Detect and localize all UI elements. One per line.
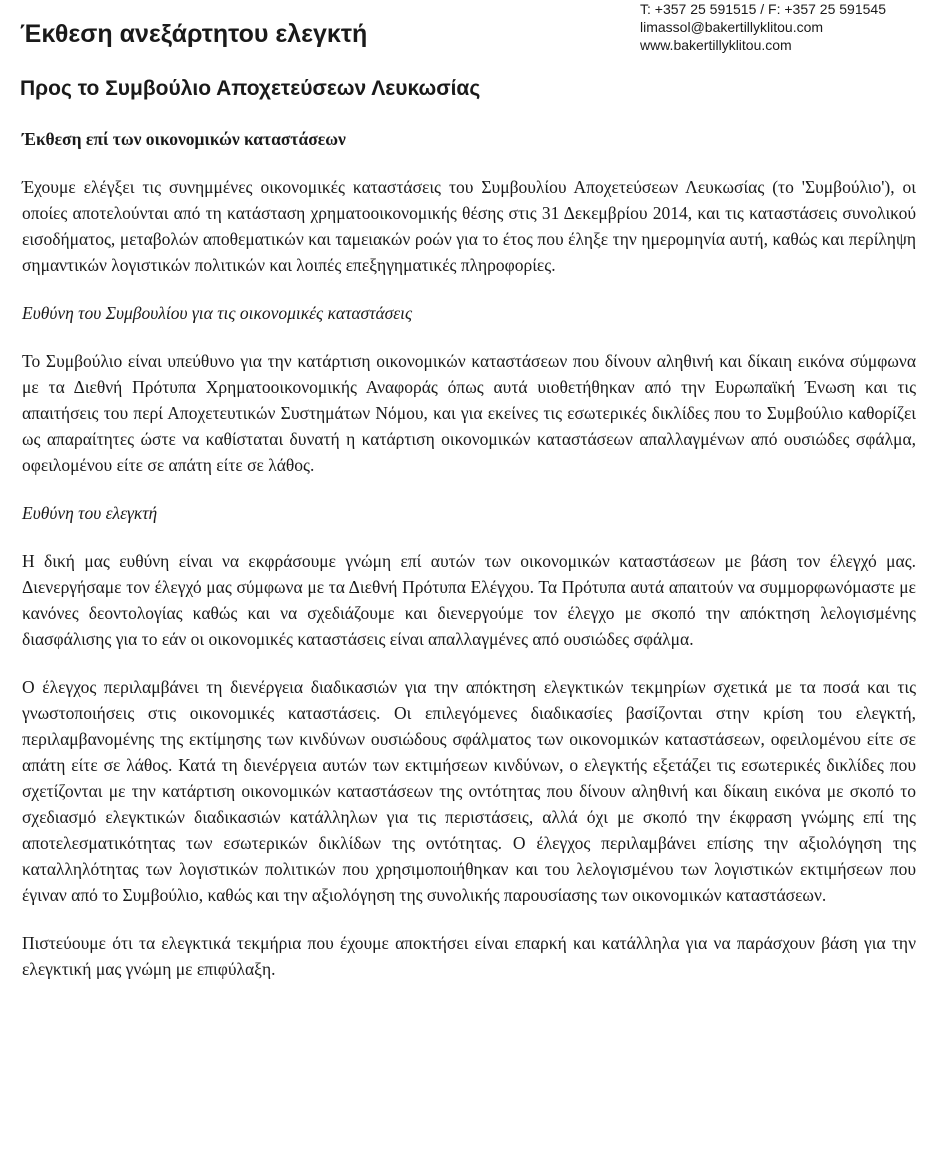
document-title: Έκθεση ανεξάρτητου ελεγκτή [20,20,368,48]
addressee-heading: Προς το Συμβούλιο Αποχετεύσεων Λευκωσίας [20,77,481,100]
section-heading-auditor-responsibility: Ευθύνη του ελεγκτή [22,503,158,523]
contact-block [640,0,941,54]
report-body [22,126,916,1004]
intro-paragraph: Έχουμε ελέγξει τις συνημμένες οικονομικές καταστάσεις του Συμβουλίου Αποχετεύσεων Λευκωσίας (το 'Συμβούλιο'), οι οποίες αποτελούνται από τη κατάσταση χρηματοοικονομικής θέσης στις 31 Δεκεμβρίου 2014, και τις καταστάσεις συνολικού εισοδήματος, μεταβολών αποθεματικών και ταμειακών ροών για το έτος που έληξε την ημερομηνία αυτή, καθώς και περίληψη σημαντικών λογιστικών πολιτικών και λοιπές επεξηγηματικές πληροφορίες. [22,177,916,275]
board-responsibility-paragraph: Το Συμβούλιο είναι υπεύθυνο για την κατάρτιση οικονομικών καταστάσεων που δίνουν αληθινή και δίκαιη εικόνα σύμφωνα με τα Διεθνή Πρότυπα Χρηματοοικονομικής Αναφοράς όπως αυτά υιοθετήθηκαν από την Ευρωπαϊκή Ένωση και τις απαιτήσεις του περί Αποχετευτικών Συστημάτων Νόμου, και για εκείνες τις εσωτερικές δικλίδες που το Συμβούλιο καθορίζει ως απαραίτητες ώστε να καθίσταται δυνατή η κατάρτιση οικονομικών καταστάσεων απαλλαγμένων από ουσιώδες σφάλμα, οφειλομένου είτε σε απάτη είτε σε λάθος. [22,351,916,475]
auditor-responsibility-paragraph-1: Η δική μας ευθύνη είναι να εκφράσουμε γνώμη επί αυτών των οικονομικών καταστάσεων με βάση τον έλεγχό μας. Διενεργήσαμε τον έλεγχό μας σύμφωνα με τα Διεθνή Πρότυπα Ελέγχου. Τα Πρότυπα αυτά απαιτούν να συμμορφωνόμαστε με κανόνες δεοντολογίας καθώς και να σχεδιάζουμε και διενεργούμε τον έλεγχο με σκοπό την απόκτηση λελογισμένης διασφάλισης για το εάν οι οικονομικές καταστάσεις είναι απαλλαγμένες από ουσιώδες σφάλμα. [22,551,916,649]
section-heading-board-responsibility: Ευθύνη του Συμβουλίου για τις οικονομικές καταστάσεις [22,303,413,323]
contact-email: limassol@bakertillyklitou.com [640,19,824,35]
auditor-responsibility-paragraph-3: Πιστεύουμε ότι τα ελεγκτικά τεκμήρια που έχουμε αποκτήσει είναι επαρκή και κατάλληλα για να παράσχουν βάση για την ελεγκτική μας γνώμη με επιφύλαξη. [22,933,916,979]
auditor-responsibility-paragraph-2: Ο έλεγχος περιλαμβάνει τη διενέργεια διαδικασιών για την απόκτηση ελεγκτικών τεκμηρίων σχετικά με τα ποσά και τις γνωστοποιήσεις στις οικονομικές καταστάσεις. Οι επιλεγόμενες διαδικασίες βασίζονται στην κρίση του ελεγκτή, περιλαμβανομένης της εκτίμησης των κινδύνων ουσιώδους σφάλματος των οικονομικών καταστάσεων, οφειλομένου είτε σε απάτη είτε σε λάθος. Κατά τη διενέργεια αυτών των εκτιμήσεων κινδύνων, ο ελεγκτής εξετάζει τις εσωτερικές δικλίδες που σχετίζονται με την κατάρτιση οικονομικών καταστάσεων της οντότητας που δίνουν αληθινή και δίκαιη εικόνα με σκοπό το σχεδιασμό ελεγκτικών διαδικασιών κατάλληλων για τις περιστάσεις, αλλά όχι με σκοπό την έκφραση γνώμης επί της αποτελεσματικότητας των εσωτερικών δικλίδων της οντότητας. Ο έλεγχος περιλαμβάνει επίσης την αξιολόγηση της καταλληλότητας των λογιστικών πολιτικών που χρησιμοποιήθηκαν και του λελογισμένου των λογιστικών εκτιμήσεων που έγιναν από το Συμβούλιο, καθώς και την αξιολόγηση της συνολικής παρουσίασης των οικονομικών καταστάσεων. [22,677,916,905]
contact-phone-fax: T: +357 25 591515 / F: +357 25 591545 [640,1,886,17]
contact-website: www.bakertillyklitou.com [640,37,792,53]
section-heading-financial-statements: Έκθεση επί των οικονομικών καταστάσεων [22,129,346,149]
